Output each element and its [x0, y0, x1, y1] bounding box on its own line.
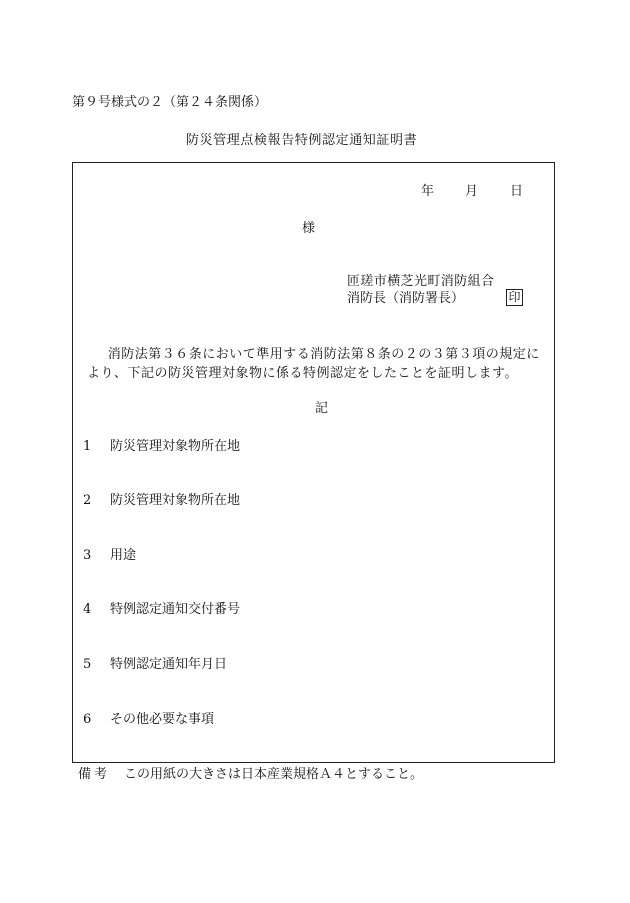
list-item: [83, 602, 240, 618]
date-year-label: 年: [421, 184, 435, 199]
footer-note: [78, 767, 423, 783]
item-number: 2: [83, 493, 92, 508]
item-label: 特例認定通知交付番号: [110, 602, 241, 617]
item-number: 5: [83, 657, 92, 672]
issuer-organization: 匝瑳市横芝光町消防組合: [347, 274, 495, 289]
seal-mark: 印: [506, 289, 523, 306]
addressee-suffix: 様: [302, 221, 316, 236]
item-label: 防災管理対象物所在地: [110, 493, 241, 508]
item-label: 特例認定通知年月日: [110, 657, 228, 672]
date-month-label: 月: [465, 184, 479, 199]
date-day-label: 日: [510, 184, 524, 199]
ki-label: 記: [315, 401, 329, 416]
list-item: [83, 439, 240, 455]
certification-body-text: 消防法第３６条において準用する消防法第８条の２の３第３項の規定により、下記の防災管理対象物に係る特例認定をしたことを証明します。: [87, 347, 540, 381]
item-label: 用途: [110, 548, 137, 563]
issuer-title: 消防長（消防署長）: [347, 291, 465, 306]
document-title: 防災管理点検報告特例認定通知証明書: [186, 133, 418, 148]
list-item: [83, 712, 214, 728]
item-label: 防災管理対象物所在地: [110, 439, 241, 454]
certificate-form: [72, 162, 555, 763]
item-number: 6: [83, 712, 92, 727]
item-number: 3: [83, 548, 92, 563]
item-number: 4: [83, 602, 92, 617]
form-number: 第９号様式の２（第２４条関係）: [72, 95, 268, 110]
item-label: その他必要な事項: [110, 712, 215, 727]
list-item: [83, 548, 136, 564]
item-number: 1: [83, 439, 92, 454]
list-item: [83, 493, 240, 509]
note-label: 備考: [78, 767, 111, 782]
note-text: この用紙の大きさは日本産業規格Ａ４とすること。: [124, 767, 424, 782]
list-item: [83, 657, 227, 673]
